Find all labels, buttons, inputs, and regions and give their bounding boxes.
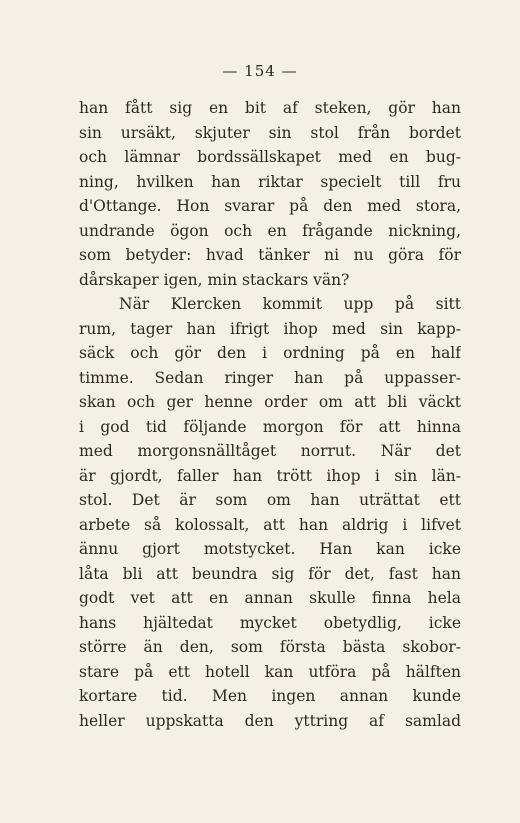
text-line: låta bli att beundra sig för det, fast han: [79, 564, 461, 583]
text-line: med morgonsnälltåget norrut. När det: [79, 442, 461, 460]
text-line: stare på ett hotell kan utföra på hälften: [79, 662, 461, 681]
text-line: När Klercken kommit upp på sitt: [119, 295, 461, 313]
text-line: säck och gör den i ordning på en half: [79, 344, 461, 362]
text-line: dårskaper igen, min stackars vän?: [79, 270, 350, 289]
text-line: godt vet att en annan skulle finna hela: [79, 589, 461, 607]
text-line: hans hjältedat mycket obetydlig, icke: [79, 613, 461, 632]
text-line: kortare tid. Men ingen annan kunde: [79, 687, 461, 705]
text-line: större än den, som första bästa skobor-: [79, 638, 461, 656]
text-line: ännu gjort motstycket. Han kan icke: [79, 540, 461, 558]
text-line: arbete så kolossalt, att han aldrig i lifvet: [79, 515, 461, 534]
text-line: stol. Det är som om han uträttat ett: [79, 491, 461, 509]
text-line: och lämnar bordssällskapet med en bug-: [79, 148, 461, 166]
text-line: sin ursäkt, skjuter sin stol från bordet: [79, 123, 461, 142]
page-number: — 154 —: [222, 62, 298, 80]
text-line: som betyder: hvad tänker ni nu göra för: [79, 246, 461, 264]
text-line: är gjordt, faller han trött ihop i sin län-: [79, 466, 461, 485]
text-line: undrande ögon och en frågande nickning,: [79, 221, 461, 240]
body-text: [79, 96, 461, 733]
text-line: i god tid följande morgon för att hinna: [79, 417, 461, 436]
text-line: han fått sig en bit af steken, gör han: [79, 99, 461, 117]
text-line: heller uppskatta den yttring af samlad: [79, 711, 461, 730]
text-line: timme. Sedan ringer han på uppasser-: [79, 368, 461, 387]
text-line: ning, hvilken han riktar specielt till fru: [79, 172, 461, 191]
text-line: skan och ger henne order om att bli väckt: [79, 393, 461, 411]
text-line: rum, tager han ifrigt ihop med sin kapp-: [79, 319, 461, 338]
text-line: d'Ottange. Hon svarar på den med stora,: [79, 197, 461, 215]
